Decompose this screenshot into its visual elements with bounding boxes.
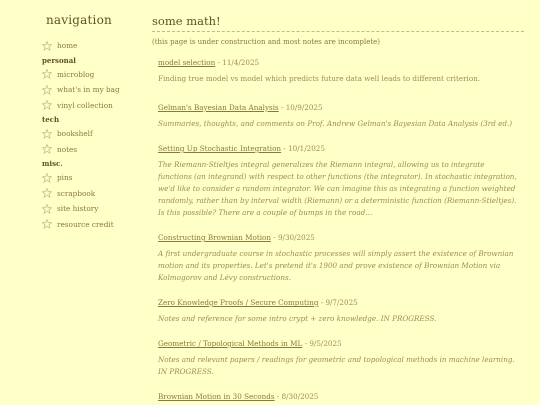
sidebar-item-bookshelf[interactable] (42, 126, 135, 142)
post-header (158, 391, 518, 402)
post-item (158, 391, 518, 405)
sidebar-item-label: site history (57, 204, 99, 214)
post-date: 11/4/2025 (222, 58, 260, 67)
post-item (158, 57, 518, 102)
star-icon (42, 41, 52, 51)
sidebar-item-vinyl-collection[interactable] (42, 98, 135, 114)
post-link-brownian-motion-30-seconds[interactable]: Brownian Motion in 30 Seconds (158, 392, 275, 401)
post-summary: The Riemann-Stieltjes integral generalizes the Riemann integral, allowing us to integrate functions (an integrand) with respect to other functions (the integrator). In stochastic integration, we'd like to consider a random integrator. We can imagine this as integrating a function weighted randomly, rather than by interval width (Riemann) or a deterministic function (Riemann-Stieltjes). Is this possible? There are a couple of bumps in the road… (158, 160, 517, 217)
star-icon (42, 204, 52, 214)
sidebar-item-label: pins (57, 173, 73, 183)
post-date: 9/7/2025 (325, 298, 358, 307)
star-icon (42, 144, 52, 154)
star-icon (42, 173, 52, 183)
post-separator: - (281, 144, 289, 153)
post-separator: - (278, 103, 286, 112)
sidebar-item-microblog[interactable] (42, 67, 135, 83)
post-header (158, 57, 518, 68)
title-divider (152, 31, 524, 32)
post-summary: Notes and relevant papers / readings for geometric and topological methods in machine learning. IN PROGRESS. (158, 355, 515, 376)
post-list (158, 57, 518, 405)
post-date: 9/5/2025 (309, 339, 342, 348)
sidebar (0, 0, 135, 405)
sidebar-item-label: scrapbook (57, 188, 96, 198)
construction-notice: (this page is under construction and most notes are incomplete) (152, 38, 381, 46)
sidebar-item-label: vinyl collection (57, 100, 113, 110)
post-summary: Notes and reference for some intro crypt + zero knowledge. IN PROGRESS. (158, 314, 437, 323)
post-separator: - (318, 298, 326, 307)
main-content (152, 0, 524, 405)
post-date: 9/30/2025 (277, 233, 315, 242)
post-item (158, 232, 518, 297)
post-date: 8/30/2025 (281, 392, 319, 401)
post-header (158, 143, 518, 154)
star-icon (42, 129, 52, 139)
post-separator: - (215, 58, 223, 67)
sidebar-item-label: what's in my bag (57, 85, 120, 95)
sidebar-section-misc: misc. (42, 159, 63, 168)
post-item (158, 102, 518, 143)
sidebar-section-personal: personal (42, 55, 76, 65)
sidebar-item-label: home (57, 41, 78, 51)
post-summary: Summaries, thoughts, and comments on Prof. Andrew Gelman's Bayesian Data Analysis (3rd ed.) (158, 119, 513, 128)
sidebar-title: navigation (46, 13, 112, 27)
post-link-stochastic-integration[interactable]: Setting Up Stochastic Integration (158, 144, 282, 153)
sidebar-item-whats-in-my-bag[interactable] (42, 82, 135, 98)
sidebar-item-label: resource credit (57, 219, 114, 229)
post-separator: - (274, 392, 282, 401)
post-link-constructing-brownian-motion[interactable]: Constructing Brownian Motion (158, 233, 271, 242)
post-header (158, 232, 518, 243)
post-header (158, 297, 518, 308)
sidebar-item-home[interactable] (42, 38, 135, 54)
sidebar-item-label: notes (57, 144, 78, 154)
star-icon (42, 100, 52, 110)
post-separator: - (302, 339, 310, 348)
star-icon (42, 188, 52, 198)
post-summary: Finding true model vs model which predicts future data well leads to different criterion. (158, 74, 481, 83)
star-icon (42, 85, 52, 95)
post-link-geometric-topological-ml[interactable]: Geometric / Topological Methods in ML (158, 339, 303, 348)
sidebar-item-site-history[interactable] (42, 201, 135, 217)
sidebar-section-tech: tech (42, 115, 60, 124)
post-item (158, 143, 518, 232)
star-icon (42, 219, 52, 229)
post-item (158, 297, 518, 338)
post-link-gelmans-bda[interactable]: Gelman's Bayesian Data Analysis (158, 103, 279, 112)
nav-list (42, 38, 135, 232)
post-summary: A first undergraduate course in stochastic processes will simply assert the existence of Brownian motion and its properties. Let's pretend it's 1900 and prove existence of Brownian Motion via Kolmogorov and Lévy constructions. (158, 249, 514, 282)
page-title: some math! (152, 14, 221, 28)
post-link-model-selection[interactable]: model selection (158, 58, 216, 67)
sidebar-item-notes[interactable] (42, 142, 135, 158)
post-link-zero-knowledge-proofs[interactable]: Zero Knowledge Proofs / Secure Computing (158, 298, 319, 307)
star-icon (42, 69, 52, 79)
sidebar-item-pins[interactable] (42, 170, 135, 186)
post-separator: - (270, 233, 278, 242)
post-item (158, 338, 518, 391)
post-header (158, 102, 518, 113)
sidebar-item-label: bookshelf (57, 129, 93, 139)
sidebar-item-label: microblog (57, 69, 95, 79)
post-date: 10/1/2025 (288, 144, 325, 153)
sidebar-item-scrapbook[interactable] (42, 186, 135, 202)
sidebar-item-resource-credit[interactable] (42, 217, 135, 233)
post-header (158, 338, 518, 349)
post-date: 10/9/2025 (285, 103, 323, 112)
